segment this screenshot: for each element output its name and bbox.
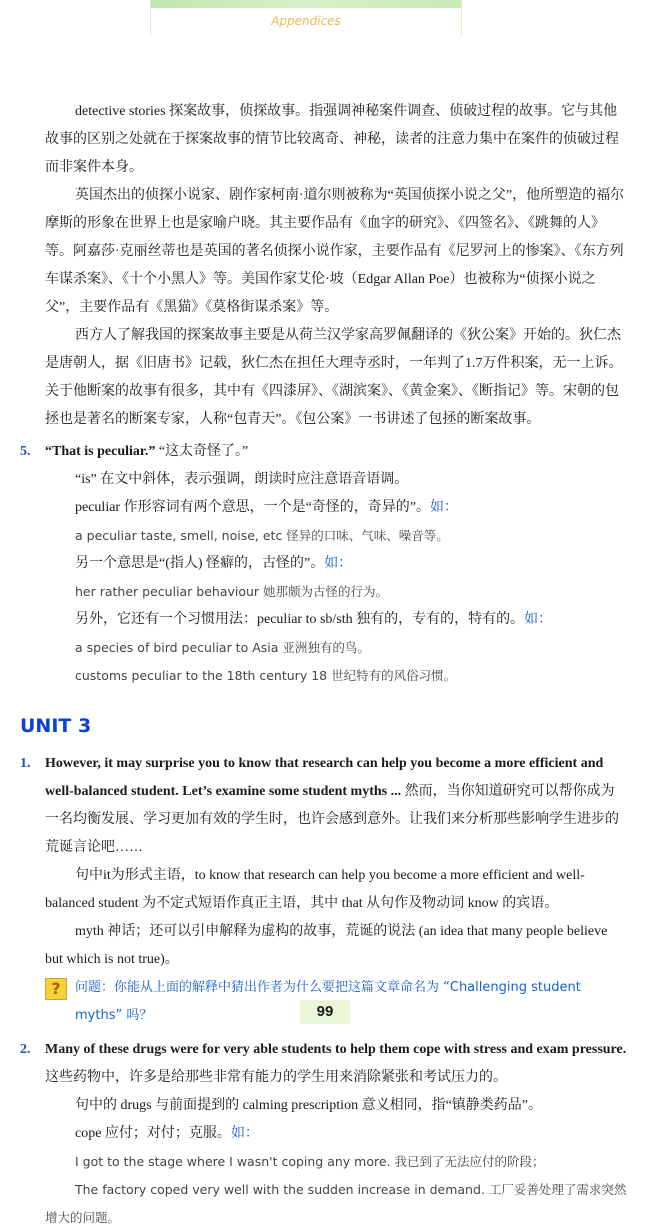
chapter-title: Appendices <box>271 14 341 28</box>
example-marker: 如： <box>324 556 353 571</box>
note-line <box>45 494 627 522</box>
note-text: peculiar 作形容词有两个意思，一个是“奇怪的，奇异的”。 <box>75 500 431 515</box>
question-mark-icon: ? <box>45 978 67 1000</box>
example-marker: 如： <box>230 1126 259 1141</box>
paragraph-chinese-stories: 西方人了解我国的探案故事主要是从荷兰汉学家高罗佩翻译的《狄公案》开始的。狄仁杰是唐朝人，据《旧唐书》记载，狄仁杰在担任大理寺丞时，一年判了1.7万件积案，无一上诉。关于他断案的故事有很多，其中有《四漆屏》、《湖滨案》、《黄金案》、《断指记》等。宋朝的包拯也是著名的断案专家，人称“包青天”。《包公案》一书讲述了包拯的断案故事。 <box>45 328 623 427</box>
item-heading: “That is peculiar.” <box>45 444 156 459</box>
note-line: “is” 在文中斜体，表示强调，朗读时应注意语音语调。 <box>75 472 409 487</box>
item-number: 1. <box>20 756 31 771</box>
chapter-banner <box>150 0 462 36</box>
example-marker: 如： <box>430 500 459 515</box>
note-line: myth 神话；还可以引申解释为虚构的故事，荒诞的说法 (an idea that many people believe but which is not true)。 <box>45 924 608 967</box>
item-number: 5. <box>20 444 31 459</box>
paragraph-text: 探案故事，侦探故事。指强调神秘案件调查、侦破过程的故事。它与其他故事的区别之处就在于探案故事的情节比较离奇、神秘，读者的注意力集中在案件的侦破过程而非案件本身。 <box>45 104 619 175</box>
item-heading-translation: 然而，当你知道研究可以帮你成为一名均衡发展、学习更加有效的学生时，也许会感到意外。让我们来分析那些影响学生进步的荒诞言论吧…… <box>45 784 619 855</box>
page-number: 99 <box>300 1000 350 1024</box>
example-line: The factory coped very well with the sudden increase in demand. 工厂妥善处理了需求突然增大的问题。 <box>45 1182 627 1225</box>
note-line <box>45 550 627 578</box>
item-heading: However, it may surprise you to know that research can help you become a more efficient and well-balanced student. Let’s examine some student myths ... <box>45 756 604 799</box>
example-line: a peculiar taste, smell, noise, etc 怪异的口味、气味、噪音等。 <box>75 528 449 543</box>
item-number: 2. <box>20 1042 31 1057</box>
example-line: customs peculiar to the 18th century 18 世纪特有的风俗习惯。 <box>75 668 457 683</box>
note-item-1 <box>20 750 627 1030</box>
note-line: 句中it为形式主语，to know that research can help you become a more efficient and well-balanced student 为不定式短语作真正主语，其中 that 从句作及物动词 know 的宾语。 <box>45 868 585 911</box>
unit-heading: UNIT 3 <box>20 715 92 737</box>
banner-decoration <box>151 0 461 8</box>
example-line: her rather peculiar behaviour 她那颇为古怪的行为。 <box>75 584 389 599</box>
note-item-5 <box>20 438 627 690</box>
note-text: cope 应付；对付；克服。 <box>75 1126 231 1141</box>
page-content <box>20 98 627 1232</box>
question-text: 问题：你能从上面的解释中猜出作者为什么要把这篇文章命名为 “Challenging student myths” 吗？ <box>75 980 581 1023</box>
example-line: a species of bird peculiar to Asia 亚洲独有的鸟。 <box>75 640 370 655</box>
note-item-2 <box>20 1036 627 1232</box>
term: detective stories <box>75 104 166 119</box>
note-text: 另外，它还有一个习惯用法：peculiar to sb/sth 独有的，专有的，特有的。 <box>75 612 525 627</box>
item-heading: Many of these drugs were for very able students to help them cope with stress and exam pressure. <box>45 1042 627 1057</box>
example-line: I got to the stage where I wasn't coping any more. 我已到了无法应付的阶段； <box>75 1154 545 1169</box>
note-text: 另一个意思是“(指人) 怪癖的，古怪的”。 <box>75 556 325 571</box>
example-marker: 如： <box>524 612 553 627</box>
note-line <box>45 606 627 634</box>
paragraph-british-authors: 英国杰出的侦探小说家、剧作家柯南·道尔则被称为“英国侦探小说之父”，他所塑造的福尔摩斯的形象在世界上也是家喻户晓。其主要作品有《血字的研究》、《四签名》、《跳舞的人》等。阿嘉莎·克丽丝蒂也是英国的著名侦探小说作家，主要作品有《尼罗河上的惨案》、《东方列车谋杀案》、《十个小黑人》等。美国作家艾伦·坡（Edgar Allan Poe）也被称为“侦探小说之父”，主要作品有《黑猫》《莫格街谋杀案》等。 <box>45 188 625 315</box>
note-line: 句中的 drugs 与前面提到的 calming prescription 意义相同，指“镇静类药品”。 <box>75 1098 543 1113</box>
note-line <box>45 1120 627 1148</box>
item-heading-translation: “这太奇怪了。” <box>155 444 249 459</box>
item-heading-translation: 这些药物中，许多是给那些非常有能力的学生用来消除紧张和考试压力的。 <box>45 1070 507 1085</box>
paragraph-detective-stories <box>45 98 627 182</box>
